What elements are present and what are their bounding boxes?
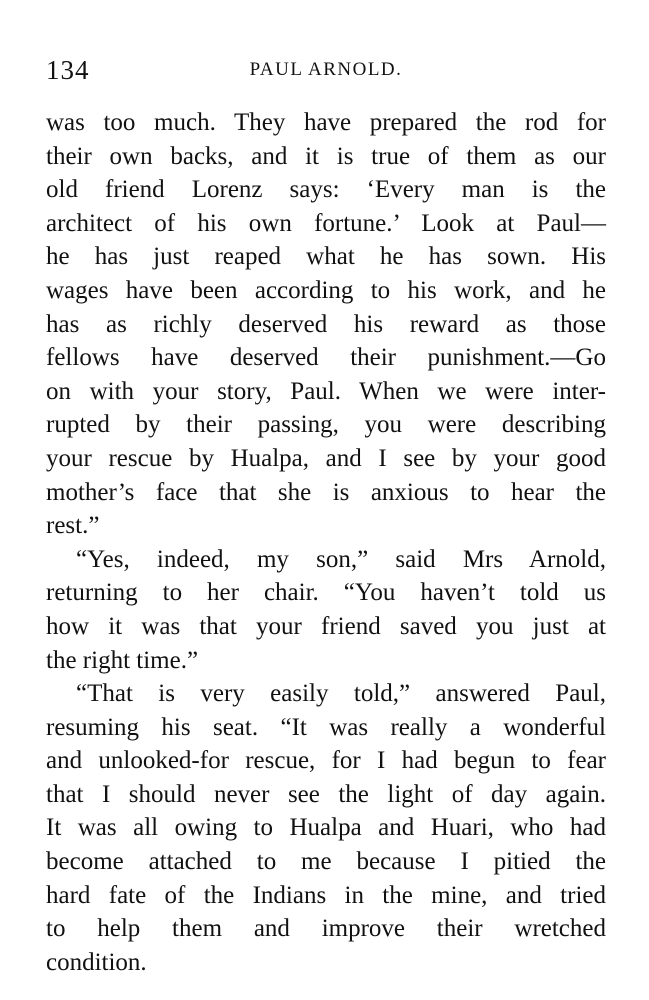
text-line: mother’s face that she is anxious to hear the	[46, 478, 606, 506]
text-line: how it was that your friend saved you just at	[46, 612, 606, 640]
text-line: returning to her chair. “You haven’t told us	[46, 579, 606, 607]
text-line: your rescue by Hualpa, and I see by your good	[46, 444, 606, 472]
text-line: “Yes, indeed, my son,” said Mrs Arnold,	[76, 545, 606, 573]
text-line: their own backs, and it is true of them as our	[46, 142, 606, 170]
text-line: was too much. They have prepared the rod for	[46, 109, 606, 136]
body-text	[46, 106, 606, 979]
page-number: 134	[46, 55, 90, 85]
text-line: that I should never see the light of day again.	[46, 780, 606, 808]
text-line: on with your story, Paul. When we were inter-	[46, 377, 606, 405]
text-line: rest.”	[46, 512, 100, 540]
text-line: to help them and improve their wretched	[46, 915, 606, 943]
text-line: “That is very easily told,” answered Paul,	[76, 680, 606, 708]
text-line: he has just reaped what he has sown. His	[46, 243, 606, 271]
text-line: resuming his seat. “It was really a wonderful	[46, 713, 606, 741]
text-line: fellows have deserved their punishment.—Go	[46, 344, 606, 372]
page-header	[46, 55, 606, 89]
text-line: wages have been according to his work, and he	[46, 276, 606, 304]
running-head: PAUL ARNOLD.	[249, 59, 403, 80]
text-line: the right time.”	[46, 646, 199, 674]
text-line: It was all owing to Hualpa and Huari, who had	[46, 814, 606, 842]
text-line: condition.	[46, 948, 147, 976]
text-line: become attached to me because I pitied the	[46, 848, 606, 876]
text-line: and unlooked-for rescue, for I had begun to fear	[46, 747, 606, 775]
text-line: architect of his own fortune.’ Look at Paul—	[46, 209, 606, 237]
text-line: has as richly deserved his reward as those	[46, 310, 606, 338]
text-line: old friend Lorenz says: ‘Every man is the	[46, 176, 606, 204]
text-line: hard fate of the Indians in the mine, and tried	[46, 881, 606, 909]
text-line: rupted by their passing, you were describing	[46, 411, 606, 439]
